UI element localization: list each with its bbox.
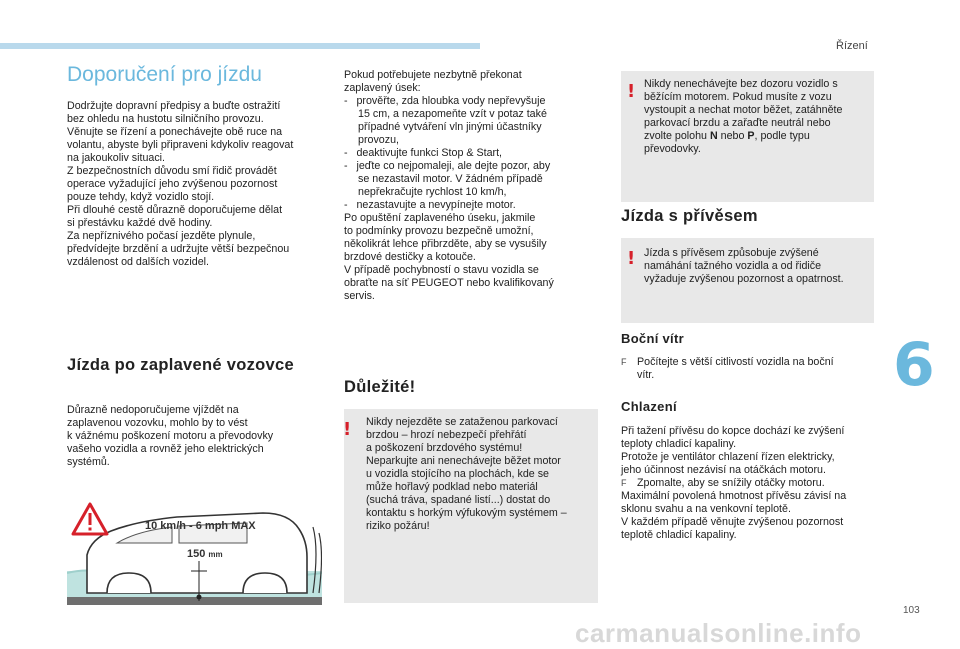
text-line: V každém případě věnujte zvýšenou pozornost [621, 516, 844, 528]
crosswind-heading: Boční vítr [621, 331, 684, 346]
text-line: Protože je ventilátor chlazení řízen elektricky, [621, 451, 835, 463]
text-line: předvídejte brzdění a udržujte větší bezpečnou [67, 243, 290, 255]
road-surface [67, 597, 322, 605]
list-item-continuation: nepřekračujte rychlost 10 km/h, [358, 186, 507, 198]
text-line: teplotě chladicí kapaliny. [621, 529, 737, 541]
flood-heading: Jízda po zaplavené vozovce [67, 356, 294, 374]
header-accent-bar [0, 43, 480, 49]
warning-line: vystoupit a nechat motor běžet, zatáhněte [644, 104, 843, 116]
page-title: Doporučení pro jízdu [67, 63, 262, 86]
trailer-heading: Jízda s přívěsem [621, 207, 758, 225]
important-warning-box [344, 409, 598, 603]
watermark: carmanualsonline.info [575, 618, 862, 648]
warning-line: parkovací brzdu a zařaďte neutrál nebo [644, 117, 831, 129]
text-line: vašeho vozidla a rovněž jeho elektrických [67, 443, 264, 455]
text-line: na jakoukoliv situaci. [67, 152, 166, 164]
text-line: Počítejte s větší citlivostí vozidla na boční [637, 356, 834, 368]
text-line: volantu, abyste byli připraveni kdykoliv reagovat [67, 139, 294, 151]
text-line: pouze tehdy, když vozidlo stojí. [67, 191, 215, 203]
trailer-warning-text [644, 247, 872, 286]
text-line: Důrazně nedoporučujeme vjíždět na [67, 404, 239, 416]
text-line: několikrát lehce přibrzděte, aby se vysušily [344, 238, 547, 250]
list-item-continuation: provozu, [358, 134, 399, 146]
text-line: to podmínky provozu bezpečně umožní, [344, 225, 534, 237]
cooling-heading: Chlazení [621, 399, 677, 414]
text-line: operace vyžadující jeho zvýšenou pozornost [67, 178, 278, 190]
text-line: vzdálenost od dalších vozidel. [67, 256, 209, 268]
text-line: Maximální povolená hmotnost přívěsu závisí na [621, 490, 847, 502]
warning-line: namáhání tažného vozidla a od řidiče [644, 260, 822, 272]
text-line: - deaktivujte funkci Stop & Start, [344, 147, 503, 159]
section-label: Řízení [836, 40, 868, 52]
warning-triangle-icon [70, 501, 110, 542]
bullet-text: Zpomalte, aby se snížily otáčky motoru. [637, 477, 825, 489]
flood-illustration [67, 493, 322, 605]
flood-instructions [344, 69, 596, 303]
text-line: systémů. [67, 456, 110, 468]
warning-line: běžícím motorem. Pokud musíte z vozu [644, 91, 832, 103]
exclamation-icon: ! [627, 81, 636, 102]
water-depth-unit: mm [208, 550, 223, 559]
text-line: zaplavenou vozovku, mohlo by to vést [67, 417, 248, 429]
unattended-warning-box [621, 71, 874, 202]
water-depth-value: 150 [187, 548, 206, 560]
text-line: Za nepříznivého počasí jezděte plynule, [67, 230, 256, 242]
chapter-number: 6 [893, 330, 935, 400]
warning-line: může hořlavý podklad nebo materiál [366, 481, 538, 493]
text-line: V případě pochybností o stavu vozidla se [344, 264, 539, 276]
warning-line: (suchá tráva, spadané listí...) dostat do [366, 494, 551, 506]
crosswind-bullet-item [621, 356, 873, 382]
text-line: sklonu svahu a na venkovní teplotě. [621, 503, 791, 515]
text-run: zvolte polohu [644, 130, 710, 142]
water-depth-label [187, 548, 223, 560]
warning-line: vyžaduje zvýšenou pozornost a opatrnost. [644, 273, 844, 285]
important-warning-text [366, 416, 594, 533]
warning-line: Neparkujte ani nenechávejte běžet motor [366, 455, 561, 467]
speed-limit-label: 10 km/h - 6 mph MAX [145, 520, 256, 532]
important-heading: Důležité! [344, 378, 416, 396]
text-line: - jeďte co nejpomaleji, ale dejte pozor, aby [344, 160, 551, 172]
list-item-continuation: se nezastavil motor. V žádném případě [358, 173, 543, 185]
crosswind-text [637, 356, 873, 382]
bullet-item [621, 477, 877, 490]
exclamation-icon: ! [627, 248, 636, 269]
bullet-icon: F [621, 357, 627, 367]
text-line: vítr. [637, 369, 655, 381]
gear-position-p: P [747, 130, 755, 142]
warning-line [644, 130, 872, 143]
text-line: obraťte na síť PEUGEOT nebo kvalifikovaný [344, 277, 554, 289]
depth-marker-dot [197, 595, 202, 600]
warning-line: Nikdy nejezděte se zataženou parkovací [366, 416, 558, 428]
text-line: Pokud potřebujete nezbytně překonat [344, 69, 522, 81]
text-line: servis. [344, 290, 375, 302]
text-line: teploty chladicí kapaliny. [621, 438, 737, 450]
list-item-continuation: 15 cm, a nezapomeňte vzít v potaz také [358, 108, 547, 120]
flood-paragraph [67, 404, 329, 469]
intro-paragraph [67, 100, 329, 269]
text-run: nebo [717, 130, 748, 142]
cooling-paragraph [621, 425, 877, 542]
text-line: Při dlouhé cestě důrazně doporučujeme dělat [67, 204, 283, 216]
warning-line: Nikdy nenechávejte bez dozoru vozidlo s [644, 78, 838, 90]
text-line: Po opuštění zaplaveného úseku, jakmile [344, 212, 536, 224]
warning-line: riziko požáru! [366, 520, 430, 532]
text-line: brzdové destičky a kotouče. [344, 251, 476, 263]
warning-line: kontaktu s horkým výfukovým systémem – [366, 507, 567, 519]
text-line: - nezastavujte a nevypínejte motor. [344, 199, 516, 211]
trailer-warning-box [621, 238, 874, 323]
text-line: bez ohledu na hustotu silničního provozu. [67, 113, 264, 125]
text-line: - prověřte, zda hloubka vody nepřevyšuje [344, 95, 546, 107]
text-line: Z bezpečnostních důvodu smí řidič provádět [67, 165, 277, 177]
text-line: Při tažení přívěsu do kopce dochází ke zvýšení [621, 425, 845, 437]
text-line: Věnujte se řízení a ponechávejte obě ruce na [67, 126, 283, 138]
exclamation-icon: ! [343, 419, 352, 440]
warning-line: u vozidla stojícího na plochách, kde se [366, 468, 549, 480]
crosswind-paragraph [621, 356, 873, 382]
warning-line: brzdou – hrozí nebezpečí přehřátí [366, 429, 527, 441]
gear-position-n: N [709, 130, 718, 142]
text-line: jeho účinnost nezávisí na otáčkách motoru. [621, 464, 826, 476]
unattended-warning-text [644, 78, 872, 156]
text-line: si přestávku každé dvě hodiny. [67, 217, 213, 229]
text-line: k vážnému poškození motoru a převodovky [67, 430, 274, 442]
warning-line: Jízda s přívěsem způsobuje zvýšené [644, 247, 819, 259]
text-line: zaplavený úsek: [344, 82, 421, 94]
warning-line: a poškození brzdového systému! [366, 442, 523, 454]
list-item-continuation: případné vytváření vln jinými účastníky [358, 121, 542, 133]
bullet-icon: F [621, 478, 627, 488]
text-line: Dodržujte dopravní předpisy a buďte ostražití [67, 100, 281, 112]
page-number: 103 [903, 605, 920, 616]
warning-line: převodovky. [644, 143, 701, 155]
text-run: , podle typu [754, 130, 810, 142]
